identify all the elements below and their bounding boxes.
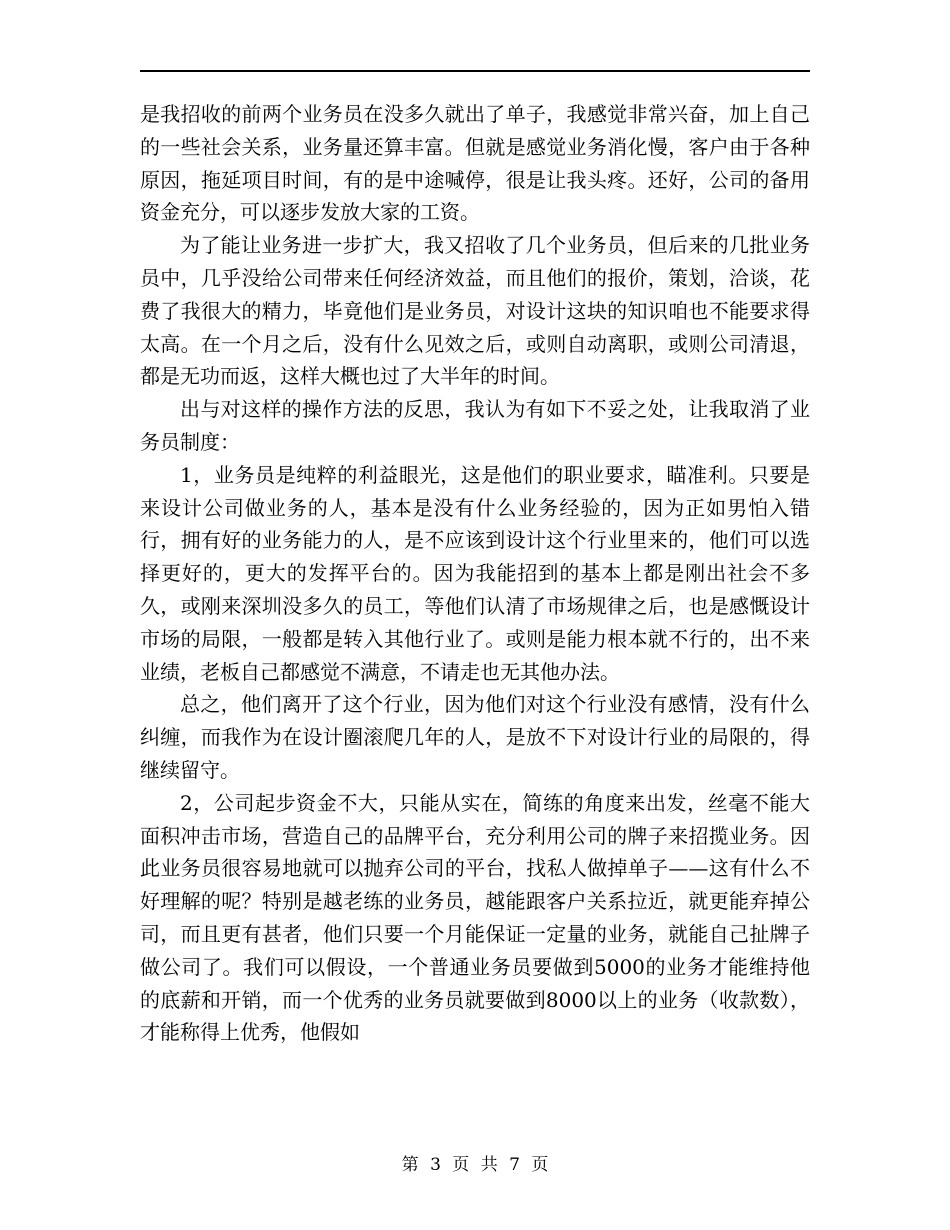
footer-page-label: 第 bbox=[401, 1155, 419, 1175]
paragraph-6: 2，公司起步资金不大，只能从实在，简练的角度来出发，丝毫不能大面积冲击市场，营造自己的品牌平台，充分利用公司的牌子来招揽业务。因此业务员很容易地就可以抛弃公司的平台，找私人做掉单子——这有什么不好理解的呢？特别是越老练的业务员，越能跟客户关系拉近，就更能弃掉公司，而且更有甚者，他们只要一个月能保证一定量的业务，就能自己扯牌子做公司了。我们可以假设，一个普通业务员要做到5000的业务才能维持他的底薪和开销，而一个优秀的业务员就要做到8000以上的业务（收款数），才能称得上优秀，他假如 bbox=[140, 790, 810, 1045]
paragraph-1: 是我招收的前两个业务员在没多久就出了单子，我感觉非常兴奋，加上自己的一些社会关系，业务量还算丰富。但就是感觉业务消化慢，客户由于各种原因，拖延项目时间，有的是中途喊停，很是让我头疼。还好，公司的备用资金充分，可以逐步发放大家的工资。 bbox=[140, 102, 810, 225]
page-footer bbox=[0, 1154, 950, 1176]
footer-total-unit: 页 bbox=[531, 1155, 549, 1175]
header-rule bbox=[140, 70, 810, 72]
footer-total-label: 共 bbox=[480, 1155, 498, 1175]
footer-page-number: 3 bbox=[430, 1155, 441, 1175]
paragraph-4: 1，业务员是纯粹的利益眼光，这是他们的职业要求，瞄准利。只要是来设计公司做业务的人，基本是没有什么业务经验的，因为正如男怕入错行，拥有好的业务能力的人，是不应该到设计这个行业里来的，他们可以选择更好的，更大的发挥平台的。因为我能招到的基本上都是刚出社会不多久，或刚来深圳没多久的员工，等他们认清了市场规律之后，也是感慨设计市场的局限，一般都是转入其他行业了。或则是能力根本就不行的，出不来业绩，老板自己都感觉不满意，不请走也无其他办法。 bbox=[140, 462, 810, 684]
paragraph-5: 总之，他们离开了这个行业，因为他们对这个行业没有感情，没有什么纠缠，而我作为在设计圈滚爬几年的人，是放不下对设计行业的局限的，得继续留守。 bbox=[140, 692, 810, 782]
footer-total-pages: 7 bbox=[509, 1155, 520, 1175]
page-body bbox=[140, 98, 810, 1049]
footer-page-unit: 页 bbox=[452, 1155, 470, 1175]
paragraph-2: 为了能让业务进一步扩大，我又招收了几个业务员，但后来的几批业务员中，几乎没给公司带来任何经济效益，而且他们的报价，策划，洽谈，花费了我很大的精力，毕竟他们是业务员，对设计这块的知识咱也不能要求得太高。在一个月之后，没有什么见效之后，或则自动离职，或则公司清退，都是无功而返，这样大概也过了大半年的时间。 bbox=[140, 233, 810, 389]
paragraph-3: 出与对这样的操作方法的反思，我认为有如下不妥之处，让我取消了业务员制度： bbox=[140, 397, 810, 454]
